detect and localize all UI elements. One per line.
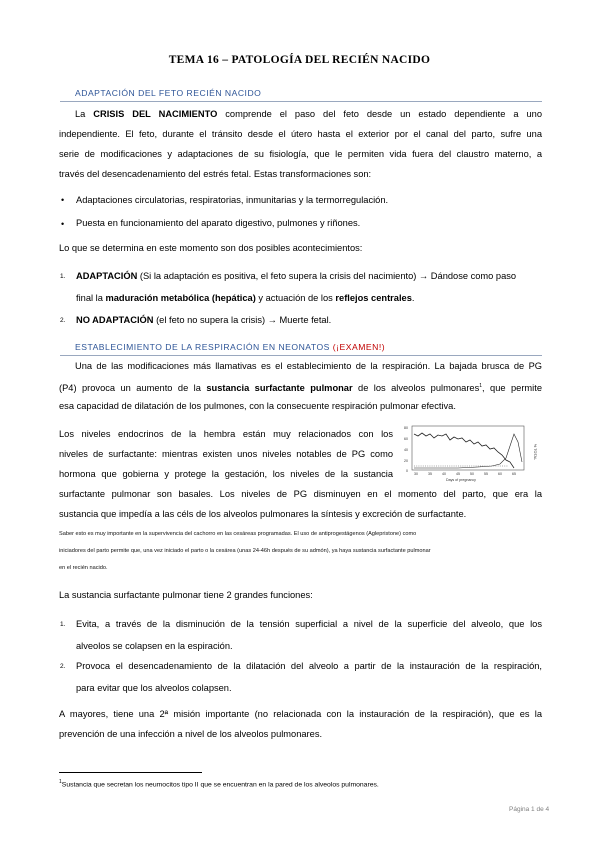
paragraph-line: (P4) provoca un aumento de la sustancia surfactante pulmonar de los alveolos pulmonares$^1$, que permite [59,383,542,394]
x-tick: 65 [512,472,516,476]
x-tick: 35 [428,472,432,476]
y-tick: 0 [406,469,408,473]
x-tick: 60 [498,472,502,476]
paragraph-line: A mayores, tiene una 2ª misión importante (no relacionada con la instauración de la respiración), que es la [59,709,542,719]
paragraph-line: prevención de una infección a nivel de los alveolos pulmonares. [59,729,323,739]
x-tick: 40 [442,472,446,476]
paragraph-line: sustancia que impedía a las céls de los alveolos pulmonares la síntesis y excreción de surfactante. [59,509,467,519]
document-title: TEMA 16 – PATOLOGÍA DEL RECIÉN NACIDO [168,54,431,66]
section-divider [60,101,542,102]
list-item: Evita, a través de la disminución de la tensión superficial a nivel de la superficie del alveolo, que los [76,619,542,629]
hormone-surfactant-figure [398,422,544,484]
paragraph-line: serie de modificaciones y adaptaciones de su fisiología, que le permiten vida fuera del claustro materno, a [59,149,542,159]
list-item: ADAPTACIÓN (Si la adaptación es positiva, el feto supera la crisis del nacimiento) → Dándose como paso [76,271,517,281]
paragraph-line: niveles de surfactante: mientras existen unos niveles notables de PG como [59,449,393,459]
paragraph-line: La sustancia surfactante pulmonar tiene 2 grandes funciones: [59,590,313,600]
paragraph-line: La CRISIS DEL NACIMIENTO comprende el paso del feto desde un estado dependiente a uno [75,109,543,119]
list-item: Adaptaciones circulatorias, respiratorias, inmunitarias y la termorregulación. [76,195,389,205]
x-tick: 50 [470,472,474,476]
paragraph-line: independiente. El feto, durante el tránsito desde el útero hasta el exterior por el canal del parto, sufre una [59,129,542,139]
x-tick: 45 [456,472,460,476]
list-item: Puesta en funcionamiento del aparato digestivo, pulmones y riñones. [76,218,361,228]
section-heading-adaptacion: ADAPTACIÓN DEL FETO RECIÉN NACIDO [75,88,262,98]
paragraph-line: través del desencadenamiento del estrés fetal. Estas transformaciones son: [59,169,372,179]
y-tick: 20 [404,459,408,463]
x-tick: 55 [484,472,488,476]
list-item-continuation: final la maduración metabólica (hepática) y actuación de los reflejos centrales. [76,293,415,303]
list-item: NO ADAPTACIÓN (el feto no supera la crisis) → Muerte fetal. [76,315,332,325]
paragraph-line: hormona que gobierna y protege la gestación, los niveles de la sustancia [59,469,393,479]
y-tick: 40 [404,448,408,452]
bullet-icon: • [61,195,65,205]
list-item-continuation: alveolos se colapsen en la espiración. [76,641,233,651]
list-number: 1. [60,273,66,280]
exam-tag: (¡EXAMEN!) [332,342,386,352]
section-heading-respiracion: ESTABLECIMIENTO DE LA RESPIRACIÓN EN NEONATOS (¡EXAMEN!) [75,342,386,352]
list-number: 1. [60,621,66,628]
paragraph-line: Una de las modificaciones más llamativas es el establecimiento de la respiración. La bajada brusca de PG [75,361,542,371]
paragraph-line: Lo que se determina en este momento son dos posibles acontecimientos: [59,243,363,253]
list-item: Provoca el desencadenamiento de la dilatación del alveolo a partir de la instauración de la respiración, [76,661,542,671]
y-tick: 60 [404,437,408,441]
list-number: 2. [60,317,66,324]
footnote: $^1$Sustancia que secretan los neumocitos tipo II que se encuentran en la pared de los alveolos pulmonares. [59,779,379,789]
y-axis-label-right: % TOTAL [533,443,537,461]
footnote-ref: 1 [479,383,483,389]
paragraph-line: Los niveles endocrinos de la hembra están muy relacionados con los [59,429,393,439]
x-axis-label: Days of pregnancy [446,478,476,482]
small-note-line: iniciadores del parto permite que, una vez iniciado el parto o la cesárea (unas 24-46h después de su admón), ya haya sustancia surfactante pulmonar [59,548,431,554]
list-item-continuation: para evitar que los alveolos colapsen. [76,683,232,693]
small-note-line: en el recién nacido. [59,565,108,571]
footnote-divider [59,772,202,773]
paragraph-line: esa capacidad de dilatación de los pulmones, con la consecuente respiración pulmonar efectiva. [59,401,456,411]
x-tick: 30 [414,472,418,476]
bullet-icon: • [61,219,65,229]
page-number: Página 1 de 4 [509,806,550,813]
small-note-line: Saber esto es muy importante en la supervivencia del cachorro en las cesáreas programadas. El uso de antiprogestágenos (Aglepristone) como [59,531,417,537]
list-number: 2. [60,663,66,670]
y-tick: 80 [404,426,408,430]
bold-term: CRISIS DEL NACIMIENTO [93,109,218,119]
paragraph-line: surfactante pulmonar son basales. Los niveles de PG disminuyen en el momento del parto, que era la [59,489,542,499]
